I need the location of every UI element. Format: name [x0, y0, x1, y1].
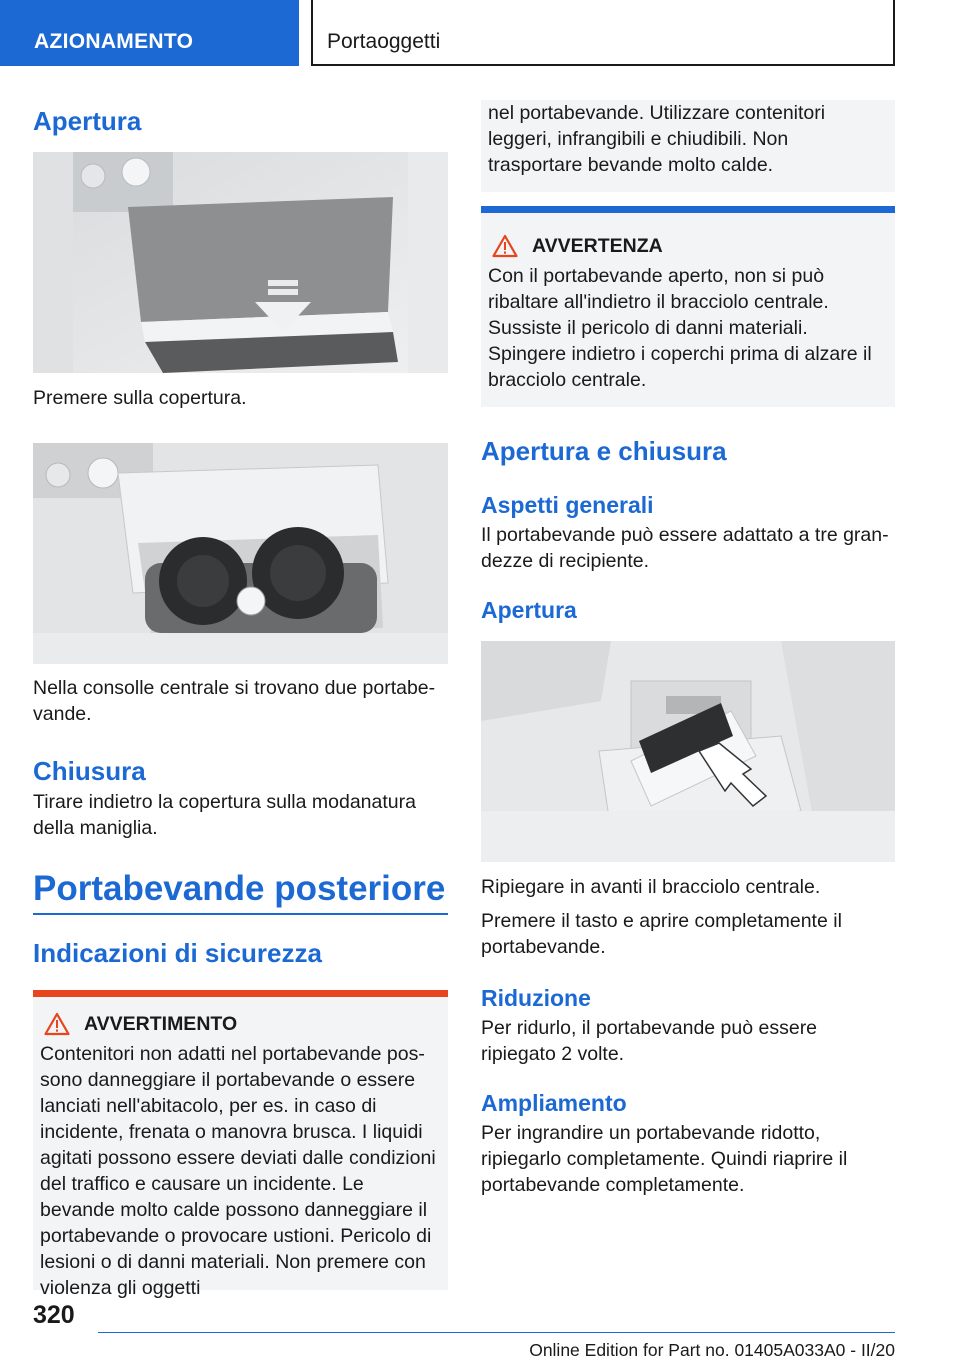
heading-apertura: Apertura [33, 106, 142, 136]
illustration-armrest [481, 641, 895, 862]
heading-aspetti-generali: Aspetti generali [481, 492, 654, 518]
chiusura-text: Tirare indietro la copertura sulla modanatura della maniglia. [33, 791, 416, 839]
ampliamento-text: Per ingrandire un portabevande ridotto, ripiegarlo completamente. Quindi riaprire il portabevande completamente. [481, 1122, 848, 1196]
warning-continued-text: nel portabevande. Utilizzare contenitori leggeri, infrangibili e chiudibili. Non trasportare bevande molto calde. [488, 102, 826, 176]
illustration-cupholders [33, 443, 448, 664]
page-number: 320 [33, 1301, 75, 1329]
heading-sicurezza: Indicazioni di sicurezza [33, 938, 322, 968]
heading-portabevande-posteriore: Portabevande posteriore [33, 869, 446, 908]
footer-rule [98, 1332, 895, 1333]
warning-title: AVVERTIMENTO [84, 1013, 238, 1035]
caption-cover: Premere sulla copertura. [33, 387, 247, 409]
riduzione-text: Per ridurlo, il portabevande può essere ripiegato 2 volte. [481, 1017, 818, 1065]
right-column [481, 100, 895, 1198]
caution-box [481, 206, 895, 407]
footer-edition: Online Edition for Part no. 01405A033A0 - II/20 [529, 1340, 895, 1360]
warning-box-continued [481, 100, 895, 192]
warning-triangle-icon [492, 234, 518, 258]
heading-apertura-chiusura: Apertura e chiusura [481, 436, 727, 466]
heading-chiusura: Chiusura [33, 756, 146, 786]
aspetti-text: Il portabevande può essere adattato a tre grandezze di recipiente. [481, 524, 889, 572]
caution-bar [481, 206, 895, 213]
illustration-cover-press [33, 152, 448, 373]
section-tab: AZIONAMENTO [0, 0, 299, 66]
caution-title: AVVERTENZA [532, 235, 663, 257]
caption-cupholders: Nella consolle centrale si trovano due portabevande. [33, 677, 436, 725]
heading-ampliamento: Ampliamento [481, 1090, 627, 1116]
warning-triangle-icon [44, 1012, 70, 1036]
warning-text: Contenitori non adatti nel portabevande possono danneggiare il portabevande o essere lanciati nell'abitacolo, per es. in caso di incidente, frenata o manovra brusca. I liquidi agitati possono essere deviati dalle condizioni del traffico e causare un incidente. Le bevande molto calde possono danneggiare il portabevande o provocare ustioni. Pericolo di lesioni o di danni materiali. Non premere con violenza gli oggetti [40, 1043, 436, 1299]
warning-box [33, 990, 448, 1299]
caution-text: Con il portabevande aperto, non si può ribaltare all'indietro il bracciolo centrale. Sussiste il pericolo di danni materiali. Spingere indietro i coperchi prima di alzare il bracciolo centrale. [488, 265, 872, 391]
caption-button: Premere il tasto e aprire completamente il portabevande. [481, 910, 842, 958]
warning-bar [33, 990, 448, 997]
heading-apertura-right: Apertura [481, 597, 577, 623]
heading-underline [33, 913, 448, 915]
caption-armrest: Ripiegare in avanti il bracciolo centrale. [481, 876, 821, 898]
chapter-title: Portaoggetti [311, 0, 895, 66]
left-column [33, 100, 448, 1299]
heading-riduzione: Riduzione [481, 985, 591, 1011]
